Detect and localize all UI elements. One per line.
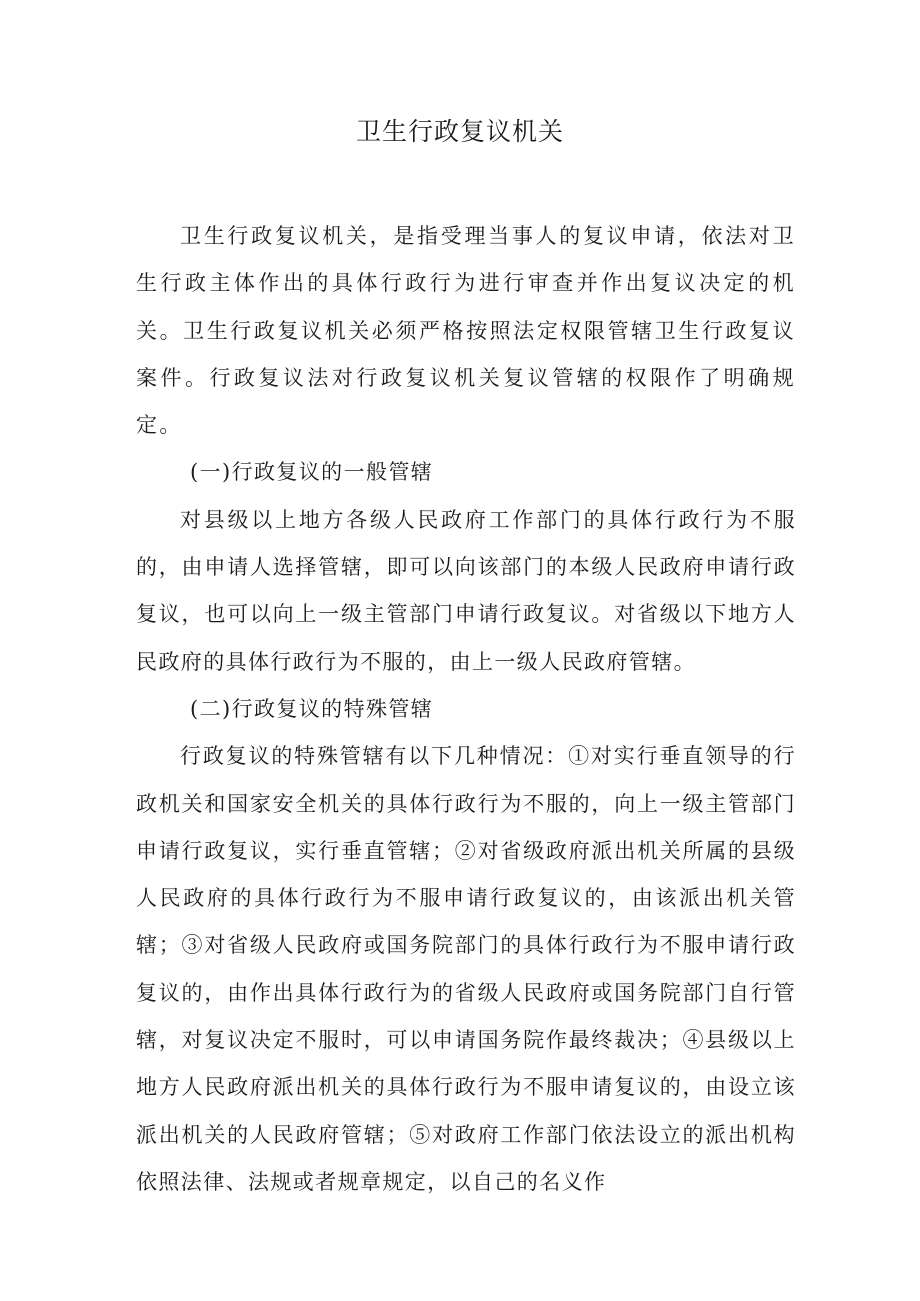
section-heading-general-jurisdiction: (一)行政复议的一般管辖 [190, 460, 434, 485]
special-jurisdiction-paragraph: 行政复议的特殊管辖有以下几种情况：①对实行垂直领导的行政机关和国家安全机关的具体行政行为不服的，向上一级主管部门申请行政复议，实行垂直管辖；②对省级政府派出机关所属的县级人民政府的具体行政行为不服申请行政复议的，由该派出机关管辖；③对省级人民政府或国务院部门的具体行政行为不服申请行政复议的，由作出具体行政行为的省级人民政府或国务院部门自行管辖，对复议决定不服时，可以申请国务院作最终裁决；④县级以上地方人民政府派出机关的具体行政行为不服申请复议的，由设立该派出机关的人民政府管辖；⑤对政府工作部门依法设立的派出机构依照法律、法规或者规章规定，以自己的名义作 [136, 744, 796, 1194]
section-heading-special-jurisdiction: (二)行政复议的特殊管辖 [190, 696, 434, 721]
document-title: 卫生行政复议机关 [355, 117, 564, 146]
document-body [136, 213, 796, 1206]
general-jurisdiction-paragraph: 对县级以上地方各级人民政府工作部门的具体行政行为不服的，由申请人选择管辖，即可以向该部门的本级人民政府申请行政复议，也可以向上一级主管部门申请行政复议。对省级以下地方人民政府的具体行政行为不服的，由上一级人民政府管辖。 [136, 507, 796, 674]
intro-paragraph: 卫生行政复议机关，是指受理当事人的复议申请，依法对卫生行政主体作出的具体行政行为进行审查并作出复议决定的机关。卫生行政复议机关必须严格按照法定权限管辖卫生行政复议案件。行政复议法对行政复议机关复议管辖的权限作了明确规定。 [136, 224, 796, 438]
